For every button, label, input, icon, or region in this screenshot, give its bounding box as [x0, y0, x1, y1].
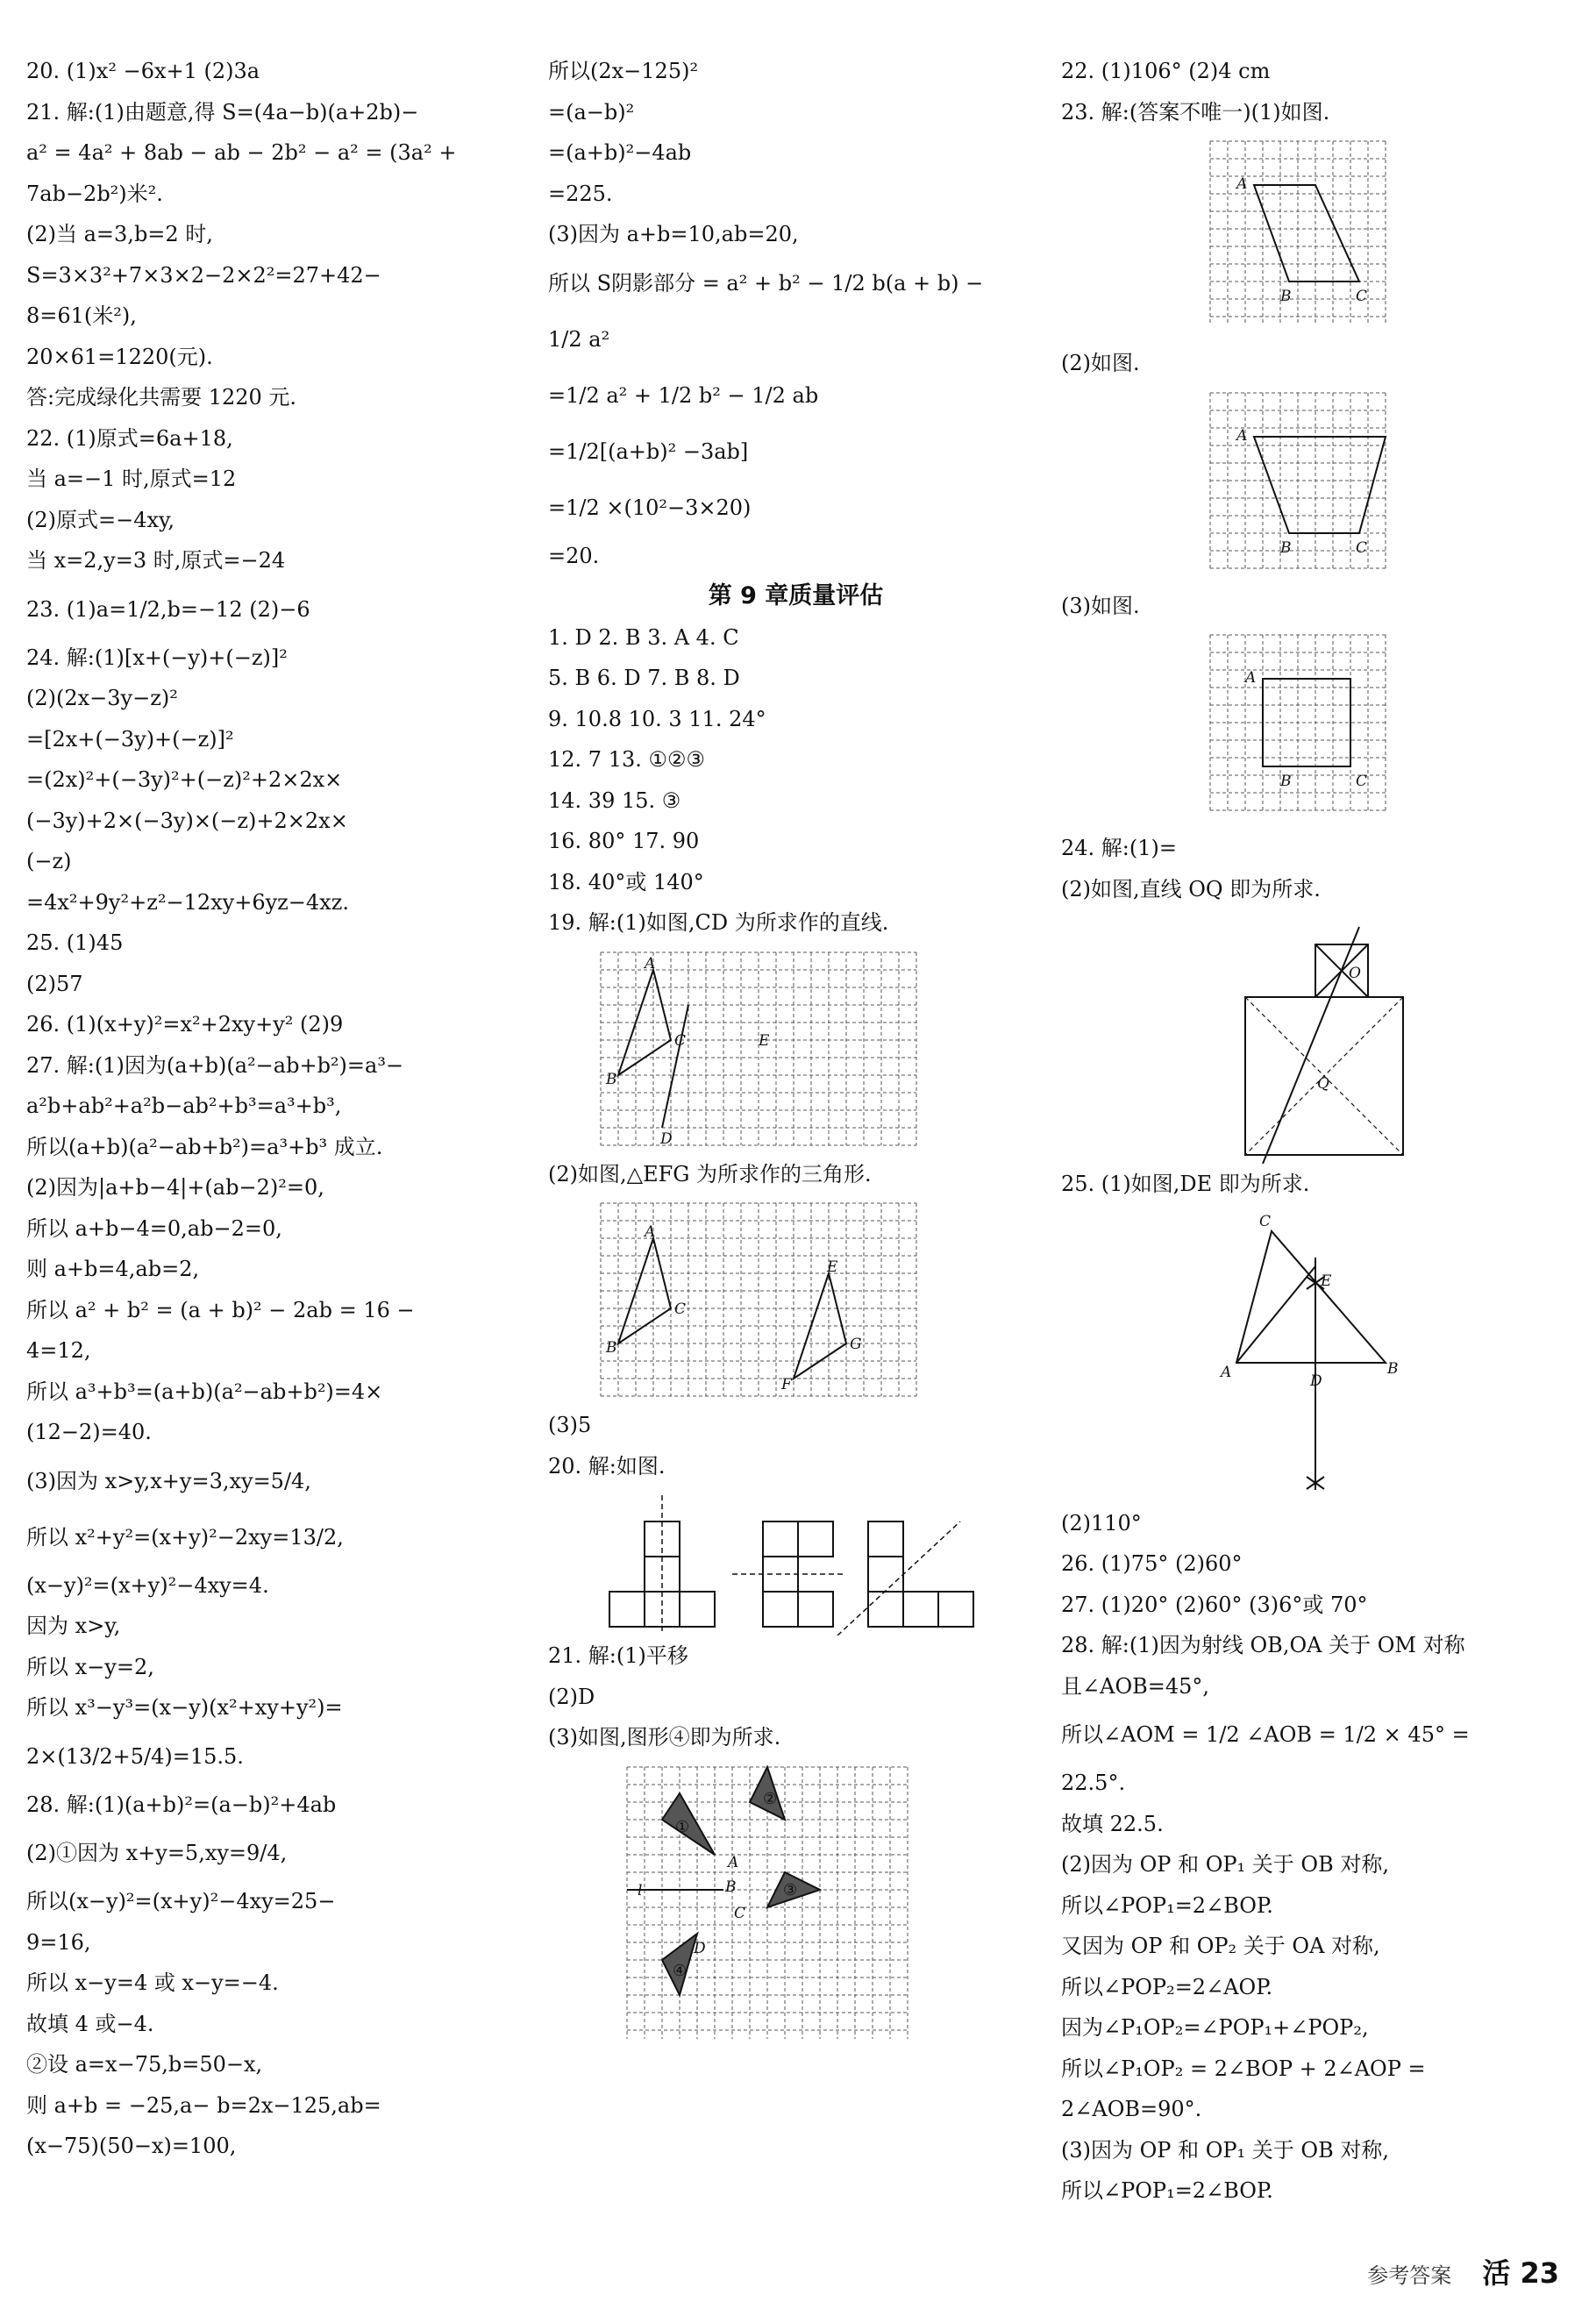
q23-part2: (2)如图. — [1061, 351, 1140, 375]
figure-q19-1 — [548, 944, 934, 1154]
svg-text:B: B — [1387, 1359, 1399, 1378]
text-line: (2)当 a=3,b=2 时, — [26, 222, 213, 246]
text-line: (2)57 — [26, 971, 83, 996]
svg-text:Q: Q — [1317, 1075, 1329, 1093]
text-line: (3)因为 OP 和 OP₁ 关于 OB 对称, — [1061, 2137, 1389, 2163]
figure-q25 — [1061, 1205, 1464, 1503]
text-line: 故填 22.5. — [1061, 1811, 1164, 1836]
text-line: 24. 解:(1)= — [1061, 836, 1177, 860]
svg-text:E: E — [1321, 1272, 1332, 1290]
svg-text:B: B — [606, 1070, 617, 1088]
text-line: 22.5°. — [1061, 1771, 1126, 1795]
page-number: 活 23 — [1482, 2256, 1559, 2290]
svg-text:A: A — [1245, 669, 1257, 687]
text-line: (2)原式=−4xy, — [26, 507, 175, 532]
text-line: =(2x)²+(−3y)²+(−z)²+2×2x× — [26, 767, 343, 792]
text-line: 所以∠AOM = 1/2 ∠AOB = 1/2 × 45° = — [1061, 1722, 1470, 1747]
text-line: ②设 a=x−75,b=50−x, — [26, 2052, 263, 2077]
text-line: 21. 解:(1)由题意,得 S=(4a−b)(a+2b)− — [26, 99, 419, 125]
svg-text:A: A — [1236, 175, 1248, 193]
text-line: 2∠AOB=90°. — [1061, 2097, 1202, 2121]
svg-text:C: C — [1356, 538, 1368, 557]
q22-line: 22. (1)106° (2)4 cm — [1061, 59, 1271, 83]
text-line: (−z) — [26, 849, 72, 873]
footer-label: 参考答案 — [1367, 2263, 1452, 2288]
svg-text:C: C — [1259, 1212, 1272, 1230]
svg-text:E: E — [759, 1031, 770, 1050]
page-footer — [1367, 2251, 1559, 2291]
q23-line: 23. 解:(答案不唯一)(1)如图. — [1061, 99, 1330, 125]
text-line: (2)因为|a+b−4|+(ab−2)²=0, — [26, 1175, 324, 1200]
text-line: 所以 x−y=4 或 x−y=−4. — [26, 1970, 279, 1995]
text-line: 27. 解:(1)因为(a+b)(a²−ab+b²)=a³− — [26, 1052, 404, 1078]
text-line: 所以∠POP₁=2∠BOP. — [1061, 1892, 1273, 1918]
text-line: 2×(13/2+5/4)=15.5. — [26, 1743, 244, 1769]
text-line: 所以 a³+b³=(a+b)(a²−ab+b²)=4× — [26, 1379, 383, 1404]
text-line: =[2x+(−3y)+(−z)]² — [26, 726, 234, 752]
q25-line: 25. (1)如图,DE 即为所求. — [1061, 1172, 1310, 1196]
text-line: a²b+ab²+a²b−ab²+b³=a³+b³, — [26, 1094, 342, 1118]
text-line: 24. 解:(1)[x+(−y)+(−z)]² — [26, 645, 288, 670]
text-line: 故填 4 或−4. — [26, 2011, 154, 2036]
text-line: 9. 10.8 10. 3 11. 24° — [548, 706, 766, 731]
text-line: 1. D 2. B 3. A 4. C — [548, 624, 739, 650]
q20-label: 20. 解:如图. — [548, 1453, 666, 1479]
svg-text:②: ② — [763, 1789, 778, 1808]
column-2 — [548, 51, 1044, 2048]
column-3 — [1061, 51, 1578, 2212]
svg-text:E: E — [827, 1258, 838, 1276]
svg-text:B: B — [1280, 538, 1292, 557]
text-line: (2)110° — [1061, 1510, 1142, 1536]
svg-text:B: B — [1280, 288, 1292, 305]
text-line: 所以 a² + b² = (a + b)² − 2ab = 16 − — [26, 1297, 415, 1322]
svg-text:G: G — [850, 1336, 862, 1353]
svg-text:C: C — [1356, 288, 1368, 305]
text-line: 所以(2x−125)² — [548, 59, 699, 83]
text-line: 25. (1)45 — [26, 930, 124, 955]
text-line: (2)(2x−3y−z)² — [26, 686, 178, 710]
text-line: 22. (1)原式=6a+18, — [26, 425, 233, 451]
svg-text:C: C — [1356, 773, 1368, 790]
svg-text:O: O — [1349, 965, 1361, 982]
text-line: =1/2[(a+b)² −3ab] — [548, 438, 749, 464]
text-line: =4x²+9y²+z²−12xy+6yz−4xz. — [26, 889, 349, 915]
q19-part2: (2)如图,△EFG 为所求作的三角形. — [548, 1161, 872, 1187]
text-line: (3)如图,图形④即为所求. — [548, 1725, 781, 1749]
text-line: 9=16, — [26, 1929, 91, 1955]
text-line: S=3×3²+7×3×2−2×2²=27+42− — [26, 262, 381, 288]
svg-text:A: A — [645, 1223, 656, 1241]
text-line: 当 a=−1 时,原式=12 — [26, 467, 237, 491]
text-line: 所以(a+b)(a²−ab+b²)=a³+b³ 成立. — [26, 1134, 383, 1159]
text-line: 8=61(米²), — [26, 303, 137, 328]
text-line: 12. 7 13. ①②③ — [548, 747, 706, 772]
text-line: 所以 S阴影部分 = a² + b² − 1/2 b(a + b) − — [548, 270, 984, 296]
svg-text:B: B — [606, 1339, 617, 1357]
text-line: 18. 40°或 140° — [548, 869, 704, 894]
text-line: 所以∠P₁OP₂ = 2∠BOP + 2∠AOP = — [1061, 2056, 1426, 2081]
svg-text:①: ① — [675, 1817, 690, 1836]
text-line: 4=12, — [26, 1338, 91, 1363]
text-line: 答:完成绿化共需要 1220 元. — [26, 385, 297, 410]
text-line: =1/2 a² + 1/2 b² − 1/2 ab — [548, 382, 819, 408]
text-line: =(a−b)² — [548, 99, 635, 125]
figure-q21 — [548, 1758, 934, 2048]
svg-text:A: A — [645, 954, 656, 973]
svg-text:C: C — [734, 1904, 746, 1922]
text-line: 则 a+b = −25,a− b=2x−125,ab= — [26, 2092, 381, 2118]
figure-q23-1 — [1061, 132, 1464, 343]
text-line: 所以 x³−y³=(x−y)(x²+xy+y²)= — [26, 1695, 343, 1720]
text-line: 因为∠P₁OP₂=∠POP₁+∠POP₂, — [1061, 2015, 1369, 2040]
text-line: =(a+b)²−4ab — [548, 140, 692, 165]
text-line: 7ab−2b²)米². — [26, 181, 163, 206]
text-line: 所以 a+b−4=0,ab−2=0, — [26, 1215, 282, 1241]
text-line: 所以 x²+y²=(x+y)²−2xy=13/2, — [26, 1524, 344, 1550]
svg-text:l: l — [638, 1881, 643, 1899]
text-line: (3)因为 x>y,x+y=3,xy=5/4, — [26, 1468, 311, 1493]
text-line: 26. (1)(x+y)²=x²+2xy+y² (2)9 — [26, 1012, 344, 1037]
column-1 — [26, 51, 526, 2167]
svg-text:③: ③ — [783, 1880, 798, 1899]
text-line: 所以(x−y)²=(x+y)²−4xy=25− — [26, 1889, 336, 1913]
text-line: (2)因为 OP 和 OP₁ 关于 OB 对称, — [1061, 1852, 1389, 1877]
text-line: 20. (1)x² −6x+1 (2)3a — [26, 59, 260, 83]
text-line: 所以∠POP₂=2∠AOP. — [1061, 1974, 1273, 1999]
text-line: 21. 解:(1)平移 — [548, 1643, 688, 1668]
q19-part3: (3)5 — [548, 1413, 592, 1437]
svg-text:B: B — [1280, 773, 1292, 790]
text-line: (2)①因为 x+y=5,xy=9/4, — [26, 1841, 288, 1865]
svg-text:④: ④ — [673, 1961, 688, 1980]
text-line: (3)因为 a+b=10,ab=20, — [548, 222, 799, 246]
text-line: 所以∠POP₁=2∠BOP. — [1061, 2178, 1273, 2203]
text-line: 26. (1)75° (2)60° — [1061, 1551, 1243, 1576]
text-line: 16. 80° 17. 90 — [548, 829, 700, 853]
text-line: 当 x=2,y=3 时,原式=−24 — [26, 548, 286, 573]
svg-text:A: A — [1221, 1363, 1232, 1381]
svg-text:F: F — [781, 1376, 792, 1393]
svg-text:D: D — [694, 1939, 706, 1957]
text-line: =225. — [548, 181, 613, 206]
figure-q23-2 — [1061, 384, 1464, 586]
text-line: 又因为 OP 和 OP₂ 关于 OA 对称, — [1061, 1934, 1380, 1958]
text-line: 1/2 a² — [548, 326, 610, 352]
svg-text:D: D — [660, 1129, 673, 1148]
q23-part3: (3)如图. — [1061, 593, 1140, 618]
text-line: 则 a+b=4,ab=2, — [26, 1257, 200, 1281]
text-line: (12−2)=40. — [26, 1420, 152, 1444]
text-line: (2)D — [548, 1684, 595, 1709]
text-line: 因为 x>y, — [26, 1614, 121, 1638]
svg-text:A: A — [728, 1853, 739, 1871]
text-line: 28. 解:(1)(a+b)²=(a−b)²+4ab — [26, 1792, 337, 1817]
text-line: 28. 解:(1)因为射线 OB,OA 关于 OM 对称 — [1061, 1633, 1465, 1657]
text-line: (−3y)+2×(−3y)×(−z)+2×2x× — [26, 808, 348, 833]
figure-q19-2 — [548, 1194, 934, 1405]
text-line: 19. 解:(1)如图,CD 为所求作的直线. — [548, 910, 889, 935]
svg-text:B: B — [725, 1878, 737, 1896]
text-line: 5. B 6. D 7. B 8. D — [548, 666, 740, 690]
figure-q24 — [1061, 909, 1464, 1164]
figure-q23-3 — [1061, 626, 1464, 828]
chapter-title: 第 9 章质量评估 — [708, 582, 884, 609]
text-line: 所以 x−y=2, — [26, 1654, 154, 1679]
svg-text:A: A — [1236, 426, 1248, 445]
svg-text:D: D — [1310, 1372, 1322, 1390]
text-line: 23. (1)a=1/2,b=−12 (2)−6 — [26, 596, 310, 622]
text-line: =20. — [548, 543, 600, 568]
text-line: 27. (1)20° (2)60° (3)6°或 70° — [1061, 1592, 1368, 1617]
svg-text:C: C — [674, 1301, 687, 1318]
text-line: a² = 4a² + 8ab − ab − 2b² − a² = (3a² + — [26, 140, 457, 165]
text-line: (2)如图,直线 OQ 即为所求. — [1061, 876, 1321, 901]
text-line: (x−75)(50−x)=100, — [26, 2134, 237, 2158]
text-line: 且∠AOB=45°, — [1061, 1673, 1210, 1699]
text-line: =1/2 ×(10²−3×20) — [548, 495, 752, 520]
text-line: 20×61=1220(元). — [26, 344, 213, 369]
svg-text:C: C — [674, 1031, 687, 1050]
text-line: 14. 39 15. ③ — [548, 787, 681, 813]
text-line: (x−y)²=(x+y)²−4xy=4. — [26, 1572, 269, 1598]
figure-q20-views — [548, 1486, 987, 1635]
